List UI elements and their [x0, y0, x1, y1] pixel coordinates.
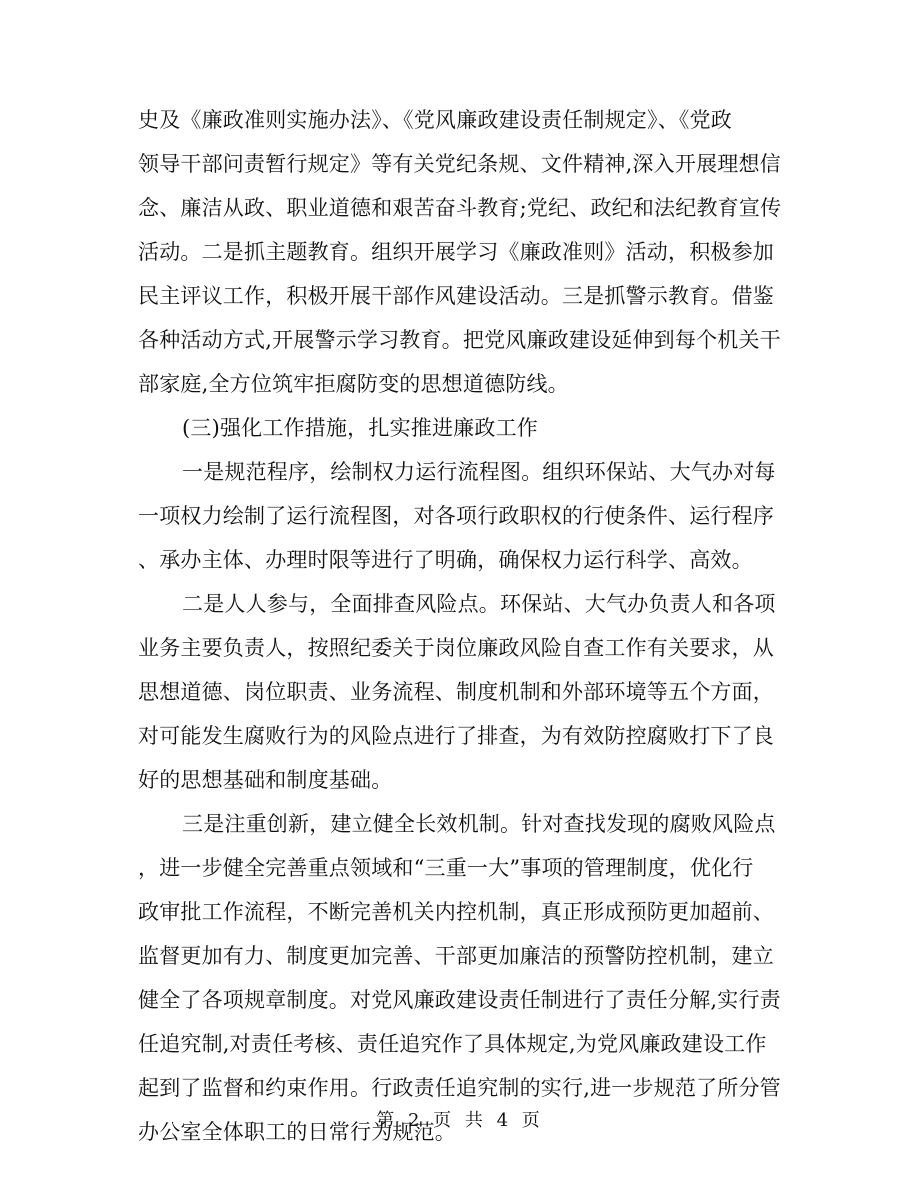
text-line: 办公室全体职工的日常行为规范。 [138, 1120, 456, 1144]
text-line: 一是规范程序，绘制权力运行流程图。组织环保站、大气办对每 [182, 460, 776, 484]
text-line: 对可能发生腐败行为的风险点进行了排查，为有效防控腐败打下了良 [138, 724, 774, 748]
text-line: ，进一步健全完善重点领域和“三重一大”事项的管理制度，优化行 [138, 856, 754, 880]
text-line: 念、廉洁从政、职业道德和艰苦奋斗教育;党纪、政纪和法纪教育宣传 [138, 196, 782, 220]
text-line: 部家庭,全方位筑牢拒腐防变的思想道德防线。 [138, 372, 569, 396]
text-line: 起到了监督和约束作用。行政责任追究制的实行,进一步规范了所分管 [138, 1076, 781, 1100]
text-line: 政审批工作流程，不断完善机关内控机制，真正形成预防更加超前、 [138, 900, 774, 924]
text-line: 、承办主体、办理时限等进行了明确，确保权力运行科学、高效。 [138, 548, 753, 572]
text-line: 史及《廉政准则实施办法》、《党风廉政建设责任制规定》、《党政 [138, 108, 732, 132]
text-line: 健全了各项规章制度。对党风廉政建设责任制进行了责任分解,实行责 [138, 988, 781, 1012]
text-line: 好的思想基础和制度基础。 [138, 768, 393, 792]
text-line: 民主评议工作，积极开展干部作风建设活动。三是抓警示教育。借鉴 [138, 284, 774, 308]
text-line: 各种活动方式,开展警示学习教育。把党风廉政建设延伸到每个机关干 [138, 328, 781, 352]
text-line: 二是人人参与，全面排查风险点。环保站、大气办负责人和各项 [182, 592, 776, 616]
section-heading: (三)强化工作措施，扎实推进廉政工作 [182, 416, 538, 440]
text-line: 活动。二是抓主题教育。组织开展学习《廉政准则》活动，积极参加 [138, 240, 774, 264]
text-line: 三是注重创新，建立健全长效机制。针对查找发现的腐败风险点 [182, 812, 776, 836]
text-line: 思想道德、岗位职责、业务流程、制度机制和外部环境等五个方面， [138, 680, 774, 704]
page-footer: 第 2 页 共 4 页 [376, 1110, 544, 1131]
text-line: 领导干部问责暂行规定》等有关党纪条规、文件精神,深入开展理想信 [138, 152, 781, 176]
text-line: 一项权力绘制了运行流程图，对各项行政职权的行使条件、运行程序 [138, 504, 774, 528]
text-line: 任追究制,对责任考核、责任追究作了具体规定,为党风廉政建设工作 [138, 1032, 767, 1056]
body-text [138, 98, 788, 1154]
text-line: 业务主要负责人，按照纪委关于岗位廉政风险自查工作有关要求，从 [138, 636, 774, 660]
text-line: 监督更加有力、制度更加完善、干部更加廉洁的预警防控机制，建立 [138, 944, 774, 968]
